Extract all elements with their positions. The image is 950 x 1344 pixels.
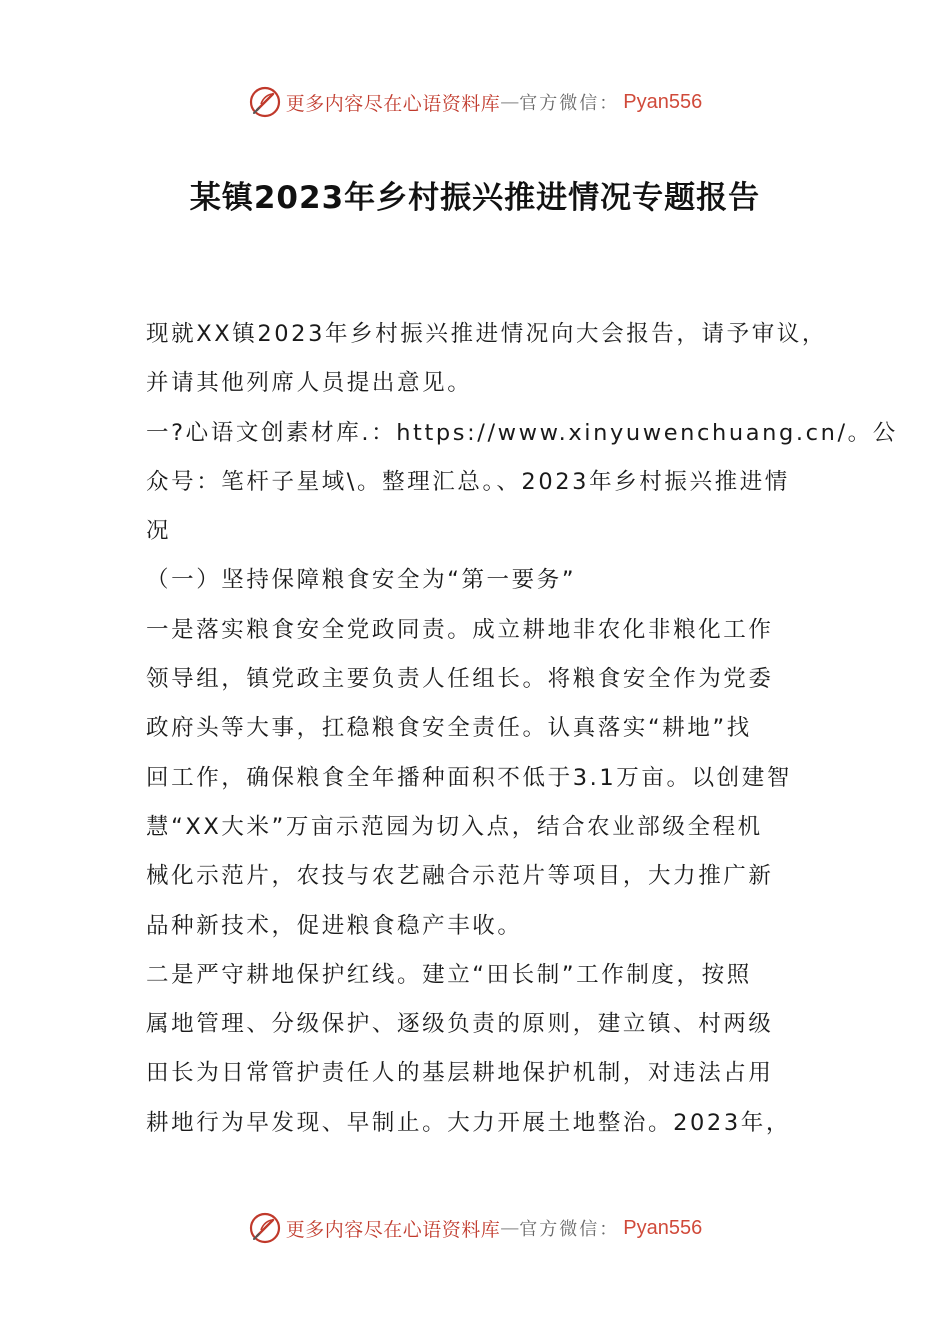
text-line: 械化示范片，农技与农艺融合示范片等项目，大力推广新 <box>146 863 774 890</box>
header-watermark <box>0 82 950 122</box>
text-line: 一?心语文创素材库.：https://www.xinyuwenchuang.cn/。公 <box>146 419 898 446</box>
text-line: 田长为日常管护责任人的基层耕地保护机制，对违法占用 <box>146 1060 774 1087</box>
quill-logo-icon <box>248 85 282 119</box>
text-line: 属地管理、分级保护、逐级负责的原则，建立镇、村两级 <box>146 1011 774 1038</box>
text-line: 二是严守耕地保护红线。建立“田长制”工作制度，按照 <box>146 961 752 988</box>
watermark-separator: — <box>500 91 520 113</box>
text-line: 慧“XX大米”万亩示范园为切入点，结合农业部级全程机 <box>146 813 763 840</box>
text-line: 领导组，镇党政主要负责人任组长。将粮食安全作为党委 <box>146 666 774 693</box>
text-line: 政府头等大事，扛稳粮食安全责任。认真落实“耕地”找 <box>146 715 752 742</box>
text-line: 况 <box>146 518 172 545</box>
paragraph <box>146 606 810 951</box>
text-line: 现就XX镇2023年乡村振兴推进情况向大会报告，请予审议， <box>146 321 827 347</box>
watermark-separator: — <box>500 1217 520 1239</box>
watermark-wechat-label: 官方微信： <box>519 1219 620 1240</box>
document-title: 某镇2023年乡村振兴推进情况专题报告 <box>189 180 761 216</box>
paragraph <box>146 310 827 409</box>
watermark-slogan: 更多内容尽在心语资料库 <box>285 92 501 115</box>
text-line: 耕地行为早发现、早制止。大力开展土地整治。2023年， <box>146 1109 791 1136</box>
watermark-wechat-id: Pyan556 <box>623 1216 703 1239</box>
text-line: 品种新技术，促进粮食稳产丰收。 <box>146 912 523 939</box>
paragraph <box>146 409 898 557</box>
watermark-wechat-label: 官方微信： <box>519 93 620 114</box>
paragraph <box>146 556 810 605</box>
document-body <box>146 310 898 1148</box>
footer-watermark <box>0 1208 950 1248</box>
text-line: 众号：笔杆子星域\。整理汇总。、2023年乡村振兴推进情 <box>146 468 790 495</box>
text-line: （一）坚持保障粮食安全为“第一要务” <box>146 567 577 594</box>
quill-logo-icon <box>248 1211 282 1245</box>
watermark-wechat-id: Pyan556 <box>623 90 703 113</box>
watermark-slogan: 更多内容尽在心语资料库 <box>285 1218 501 1241</box>
text-line: 回工作，确保粮食全年播种面积不低于3.1万亩。以创建智 <box>146 764 792 791</box>
text-line: 一是落实粮食安全党政同责。成立耕地非农化非粮化工作 <box>146 616 774 643</box>
paragraph <box>146 951 810 1148</box>
text-line: 并请其他列席人员提出意见。 <box>146 370 473 397</box>
